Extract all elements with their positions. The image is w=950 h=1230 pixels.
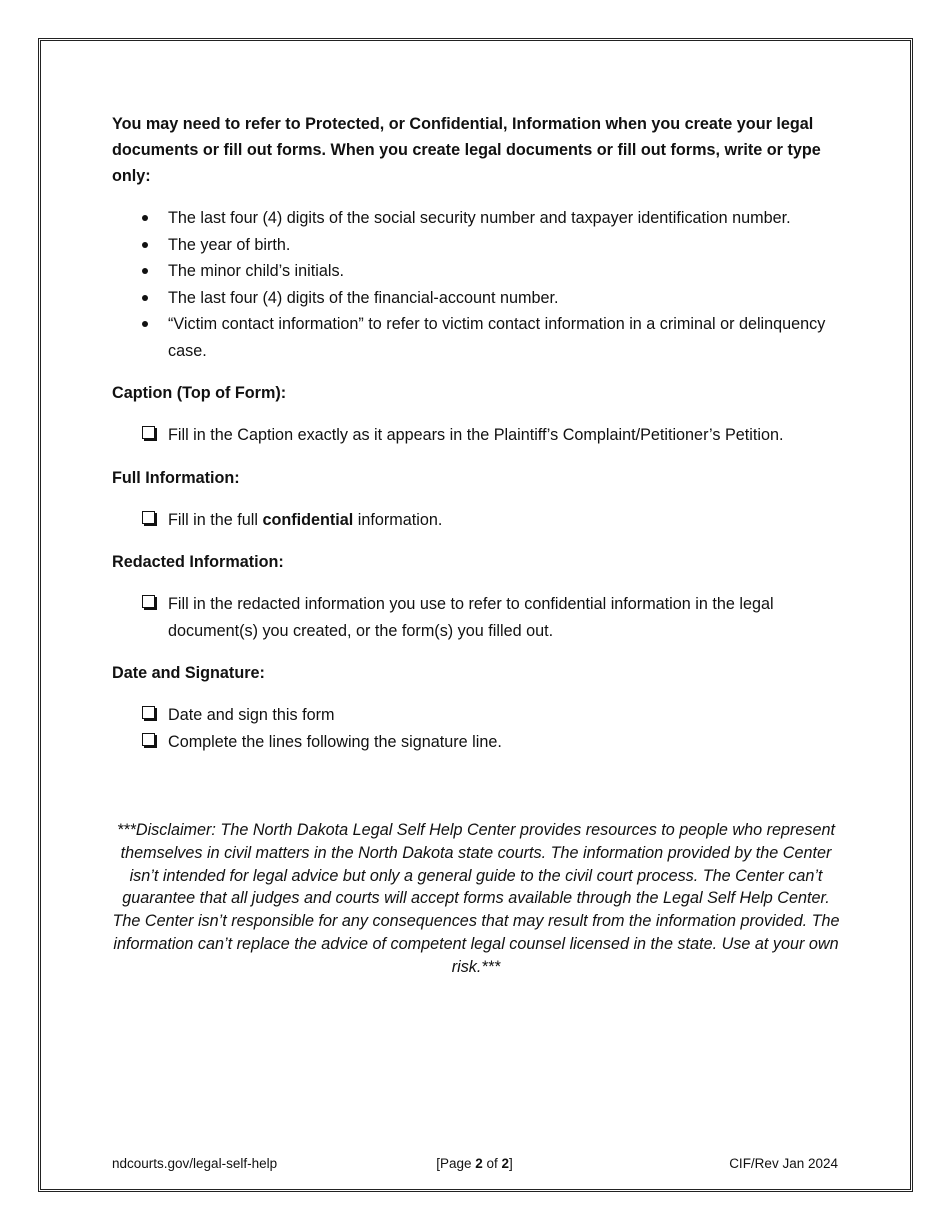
checklist-item-text-pre: Fill in the full	[168, 510, 263, 529]
page-current: 2	[475, 1156, 483, 1171]
checkbox-icon	[142, 733, 155, 746]
checklist-item	[112, 591, 840, 644]
full-information-heading: Full Information:	[112, 468, 240, 487]
checklist-item-text: Date and sign this form	[168, 706, 335, 724]
full-information-checklist	[112, 507, 840, 534]
checklist-item	[112, 729, 840, 756]
footer-revision: CIF/Rev Jan 2024	[729, 1156, 838, 1171]
list-item: The last four (4) digits of the social security number and taxpayer identification number.	[112, 205, 840, 232]
page-total: 2	[501, 1156, 510, 1171]
list-item: “Victim contact information” to refer to victim contact information in a criminal or delinquency case.	[112, 311, 840, 364]
list-item: The year of birth.	[112, 232, 840, 259]
footer-website: ndcourts.gov/legal-self-help	[112, 1156, 278, 1171]
checkbox-icon	[142, 426, 155, 439]
list-item: The last four (4) digits of the financial-account number.	[112, 285, 840, 312]
allowed-info-list	[112, 205, 840, 364]
date-signature-checklist	[112, 702, 840, 755]
checklist-item-text-post: information.	[353, 510, 443, 529]
checklist-item	[112, 422, 840, 449]
checklist-item-text: Complete the lines following the signature line.	[168, 732, 502, 751]
page-of: of	[482, 1156, 502, 1171]
checkbox-icon	[142, 595, 155, 608]
redacted-information-heading: Redacted Information:	[112, 553, 284, 571]
checkbox-icon	[142, 511, 155, 524]
intro-paragraph: You may need to refer to Protected, or Confidential, Information when you create your legal documents or fill out forms. When you create legal documents or fill out forms, write or type only:	[112, 115, 821, 185]
checklist-item	[112, 507, 840, 534]
disclaimer: ***Disclaimer: The North Dakota Legal Self Help Center provides resources to people who represent themselves in civil matters in the North Dakota state courts. The information provided by the Center isn’t intended for legal advice but only a general guide to the civil court process. The Center can’t guarantee that all judges and courts will accept forms available through the Legal Self Help Center. The Center isn’t responsible for any consequences that may result from the information provided. The information can’t replace the advice of competent legal counsel licensed in the state. Use at your own risk.***	[112, 821, 840, 976]
checkbox-icon	[142, 706, 155, 719]
page-prefix: [Page	[436, 1156, 476, 1171]
checklist-item-text: Fill in the redacted information you use to refer to confidential information in the legal document(s) you created, or the form(s) you filled out.	[168, 595, 774, 640]
checklist-item-emphasis: confidential	[262, 510, 354, 529]
document-body	[112, 111, 840, 771]
checklist-item	[112, 702, 840, 729]
page-footer	[112, 1154, 840, 1174]
list-item: The minor child’s initials.	[112, 258, 840, 285]
redacted-information-checklist	[112, 591, 840, 644]
date-signature-heading: Date and Signature:	[112, 664, 265, 682]
page-suffix: ]	[509, 1156, 513, 1171]
caption-heading: Caption (Top of Form):	[112, 384, 287, 402]
checklist-item-text: Fill in the Caption exactly as it appears in the Plaintiff’s Complaint/Petitioner’s Petition.	[168, 426, 784, 444]
caption-checklist	[112, 422, 840, 449]
